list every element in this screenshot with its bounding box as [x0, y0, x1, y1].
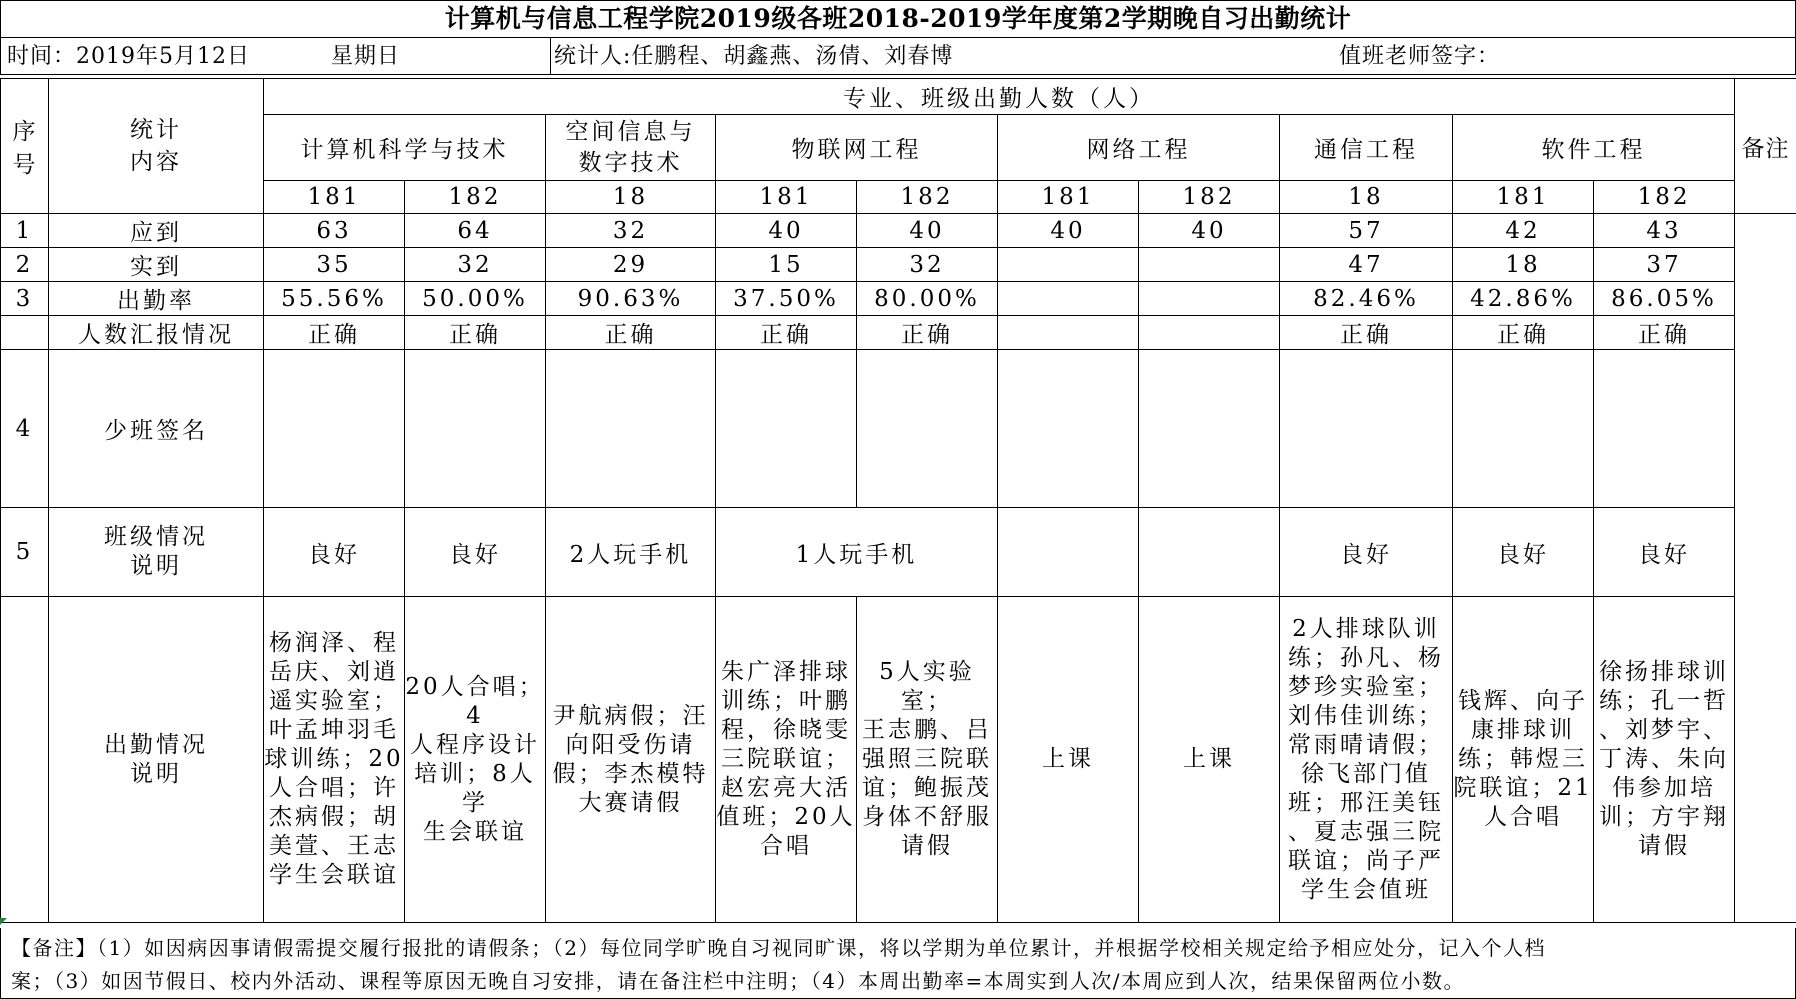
status-cell: 良好 [405, 508, 546, 597]
note-cell-net181 [998, 597, 1139, 923]
row-seq: 2 [1, 248, 49, 282]
note-line: 练；孙凡、杨 [1288, 644, 1444, 671]
note-cell-iot181 [716, 597, 857, 923]
value-cell: 18 [1453, 248, 1594, 282]
row-label-line1: 出勤情况 [104, 731, 208, 758]
content-header-line2: 内容 [130, 149, 182, 175]
note-line: 丁涛、朱向 [1599, 746, 1730, 772]
class-header: 181 [998, 181, 1139, 214]
row-seq: 5 [1, 508, 49, 597]
status-cell [1139, 508, 1280, 597]
sign-cell [1280, 350, 1453, 508]
note-line: 2人排球队训 [1292, 615, 1440, 642]
major-network: 网络工程 [998, 115, 1280, 181]
note-cell-iot182 [857, 597, 998, 923]
note-line: 值班；20人 [716, 804, 856, 830]
sign-cell [264, 350, 405, 508]
status-cell: 2人玩手机 [546, 508, 716, 597]
stats-people-label: 统计人:任鹏程、胡鑫燕、汤倩、刘春博 [554, 44, 954, 69]
date-label: 时间：2019年5月12日 [7, 44, 250, 69]
note-line: 训练；叶鹏 [721, 688, 851, 714]
footer-line2: 案；（3）如因节假日、校内外活动、课程等原因无晚自习安排，请在备注栏中注明；（4）本周出勤率=本周实到人次/本周应到人次，结果保留两位小数。 [11, 969, 1465, 993]
note-line: 三院联谊； [721, 746, 851, 772]
status-cell [998, 508, 1139, 597]
note-line: 生会联谊 [423, 818, 527, 845]
major-iot: 物联网工程 [716, 115, 998, 181]
note-line: 人合唱 [1484, 804, 1562, 830]
row-rate [1, 282, 1796, 316]
major-spatial-line2: 数字技术 [578, 149, 683, 176]
report-cell: 正确 [1280, 316, 1453, 350]
note-line: 球训练；20 [264, 746, 404, 772]
value-cell: 64 [405, 214, 546, 248]
content-header-line1: 统计 [130, 117, 182, 143]
rate-cell: 55.56% [264, 282, 405, 316]
note-line: 岳庆、刘逍 [269, 659, 399, 685]
major-telecom: 通信工程 [1280, 115, 1453, 181]
note-line: 杰病假；胡 [269, 804, 399, 830]
note-line: 院联谊；21 [1453, 775, 1593, 801]
row-seq [1, 316, 49, 350]
note-line: 朱广泽排球 [721, 659, 851, 685]
class-header: 182 [405, 181, 546, 214]
row-sign [1, 350, 1796, 508]
note-line: 请假 [901, 833, 953, 859]
row-label-line1: 班级情况 [104, 524, 208, 550]
note-line: 刘伟佳训练； [1288, 702, 1444, 729]
value-cell: 29 [546, 248, 716, 282]
report-cell: 正确 [1594, 316, 1735, 350]
rate-cell: 42.86% [1453, 282, 1594, 316]
note-line: 假；李杰模特 [552, 760, 709, 787]
note-line: 尹航病假；汪 [552, 702, 709, 729]
value-cell: 32 [857, 248, 998, 282]
value-cell: 47 [1280, 248, 1453, 282]
class-header: 182 [857, 181, 998, 214]
sign-cell [546, 350, 716, 508]
note-line: 伟参加培 [1612, 775, 1717, 801]
class-header: 18 [546, 181, 716, 214]
report-cell: 正确 [716, 316, 857, 350]
value-cell: 37 [1594, 248, 1735, 282]
row-label: 实到 [49, 248, 264, 282]
note-cell-telecom [1280, 597, 1453, 923]
sign-cell [716, 350, 857, 508]
report-cell: 正确 [1453, 316, 1594, 350]
note-line: 训；方宇翔 [1599, 804, 1730, 830]
note-line: 人程序设计 [410, 731, 540, 758]
group-header: 专业、班级出勤人数（人） [264, 79, 1735, 115]
row-label [49, 597, 264, 923]
class-header: 181 [1453, 181, 1594, 214]
major-spatial-line1: 空间信息与 [565, 118, 696, 145]
rate-cell: 37.50% [716, 282, 857, 316]
note-line: 赵宏亮大活 [721, 775, 851, 801]
note-line: 美萱、王志 [269, 833, 399, 859]
sign-cell [1453, 350, 1594, 508]
note-line: 遥实验室； [269, 688, 399, 714]
value-cell: 32 [546, 214, 716, 248]
info-row [0, 37, 1796, 75]
note-line: 联谊；尚子严 [1288, 847, 1444, 874]
note-line: 班；邢汪美钰 [1288, 789, 1444, 816]
note-line: 程，徐晓雯 [721, 717, 851, 743]
major-cs: 计算机科学与技术 [264, 115, 546, 181]
note-line: 强照三院联 [862, 746, 992, 772]
row-seq [1, 597, 49, 923]
header-row-1 [1, 79, 1796, 115]
sign-cell [857, 350, 998, 508]
value-cell [1139, 248, 1280, 282]
rate-cell [998, 282, 1139, 316]
sign-cell [405, 350, 546, 508]
major-software: 软件工程 [1453, 115, 1735, 181]
value-cell: 35 [264, 248, 405, 282]
value-cell: 63 [264, 214, 405, 248]
row-label: 人数汇报情况 [49, 316, 264, 350]
row-label: 少班签名 [49, 350, 264, 508]
note-line: 康排球训 [1471, 717, 1575, 743]
note-line: 学生会值班 [1301, 876, 1431, 903]
report-cell: 正确 [546, 316, 716, 350]
attendance-table [0, 78, 1796, 923]
sign-cell [1139, 350, 1280, 508]
row-label: 应到 [49, 214, 264, 248]
value-cell: 15 [716, 248, 857, 282]
note-line: 、夏志强三院 [1288, 818, 1444, 845]
note-cell-cs182 [405, 597, 546, 923]
rate-cell: 50.00% [405, 282, 546, 316]
note-cell-sw181 [1453, 597, 1594, 923]
row-label-line2: 说明 [130, 760, 182, 787]
value-cell: 32 [405, 248, 546, 282]
rate-cell: 86.05% [1594, 282, 1735, 316]
status-cell: 良好 [1453, 508, 1594, 597]
info-divider [550, 38, 551, 74]
row-attendance-notes [1, 597, 1796, 923]
value-cell: 40 [716, 214, 857, 248]
remark-header: 备注 [1735, 79, 1796, 214]
note-line: 徐飞部门值 [1301, 760, 1431, 787]
note-line: 培训；8人学 [414, 760, 536, 816]
status-cell: 良好 [1594, 508, 1735, 597]
note-line: 大赛请假 [578, 789, 683, 816]
status-cell: 良好 [1280, 508, 1453, 597]
cell-corner-marker [0, 918, 7, 925]
report-cell [998, 316, 1139, 350]
note-line: 身体不舒服 [862, 804, 992, 830]
row-class-status [1, 508, 1796, 597]
major-spatial [546, 115, 716, 181]
report-cell: 正确 [405, 316, 546, 350]
note-cell-sw182 [1594, 597, 1735, 923]
note-cell-net182 [1139, 597, 1280, 923]
note-line: 合唱 [760, 833, 812, 859]
note-line: 人合唱；许 [269, 775, 399, 801]
note-line: 向阳受伤请 [565, 731, 696, 758]
note-line: 练；孔一哲 [1599, 688, 1730, 714]
rate-cell: 82.46% [1280, 282, 1453, 316]
note-line: 常雨晴请假； [1288, 731, 1444, 758]
value-cell: 40 [1139, 214, 1280, 248]
row-actual [1, 248, 1796, 282]
footer-line1: 【备注】（1）如因病因事请假需提交履行报批的请假条；（2）每位同学旷晚自习视同旷课，将以学期为单位累计，并根据学校相关规定给予相应处分，记入个人档 [11, 936, 1546, 960]
teacher-sign-label: 值班老师签字： [1339, 44, 1501, 69]
report-cell: 正确 [264, 316, 405, 350]
row-label: 出勤率 [49, 282, 264, 316]
class-header: 18 [1280, 181, 1453, 214]
note-line: 练；韩煜三 [1458, 746, 1588, 772]
report-cell [1139, 316, 1280, 350]
note-line: 徐扬排球训 [1599, 659, 1730, 685]
value-cell: 42 [1453, 214, 1594, 248]
row-label-line2: 说明 [130, 553, 182, 579]
header-row-2 [1, 115, 1796, 181]
seq-header: 序号 [1, 79, 49, 214]
status-cell: 良好 [264, 508, 405, 597]
value-cell: 40 [857, 214, 998, 248]
footer-notes [0, 928, 1796, 999]
class-header: 181 [716, 181, 857, 214]
note-line: 学生会联谊 [269, 862, 399, 888]
remark-cell [1735, 214, 1796, 923]
note-line: 、刘梦宇、 [1599, 717, 1730, 743]
row-seq: 4 [1, 350, 49, 508]
note-line: 王志鹏、吕 [862, 717, 992, 743]
content-header [49, 79, 264, 214]
row-seq: 1 [1, 214, 49, 248]
note-line: 梦珍实验室； [1288, 673, 1444, 700]
class-header: 182 [1594, 181, 1735, 214]
note-line: 请假 [1638, 833, 1691, 859]
class-header: 182 [1139, 181, 1280, 214]
note-cell-spatial [546, 597, 716, 923]
value-cell: 43 [1594, 214, 1735, 248]
weekday-label: 星期日 [331, 44, 401, 69]
row-seq: 3 [1, 282, 49, 316]
header-row-classes [1, 181, 1796, 214]
report-cell: 正确 [857, 316, 998, 350]
value-cell: 40 [998, 214, 1139, 248]
note-line: 20人合唱；4 [405, 673, 545, 729]
sign-cell [998, 350, 1139, 508]
note-line: 上课 [1183, 746, 1235, 772]
sheet-title: 计算机与信息工程学院2019级各班2018-2019学年度第2学期晚自习出勤统计 [0, 0, 1796, 37]
rate-cell [1139, 282, 1280, 316]
row-expected [1, 214, 1796, 248]
rate-cell: 80.00% [857, 282, 998, 316]
status-cell: 1人玩手机 [716, 508, 998, 597]
note-cell-cs181 [264, 597, 405, 923]
row-report [1, 316, 1796, 350]
sign-cell [1594, 350, 1735, 508]
note-line: 5人实验室； [879, 659, 975, 714]
row-label [49, 508, 264, 597]
class-header: 181 [264, 181, 405, 214]
note-line: 杨润泽、程 [269, 630, 399, 656]
value-cell [998, 248, 1139, 282]
note-line: 谊；鲍振茂 [862, 775, 992, 801]
note-line: 上课 [1042, 746, 1094, 772]
note-line: 叶孟坤羽毛 [269, 717, 399, 743]
value-cell: 57 [1280, 214, 1453, 248]
rate-cell: 90.63% [546, 282, 716, 316]
note-line: 钱辉、向子 [1458, 688, 1588, 714]
